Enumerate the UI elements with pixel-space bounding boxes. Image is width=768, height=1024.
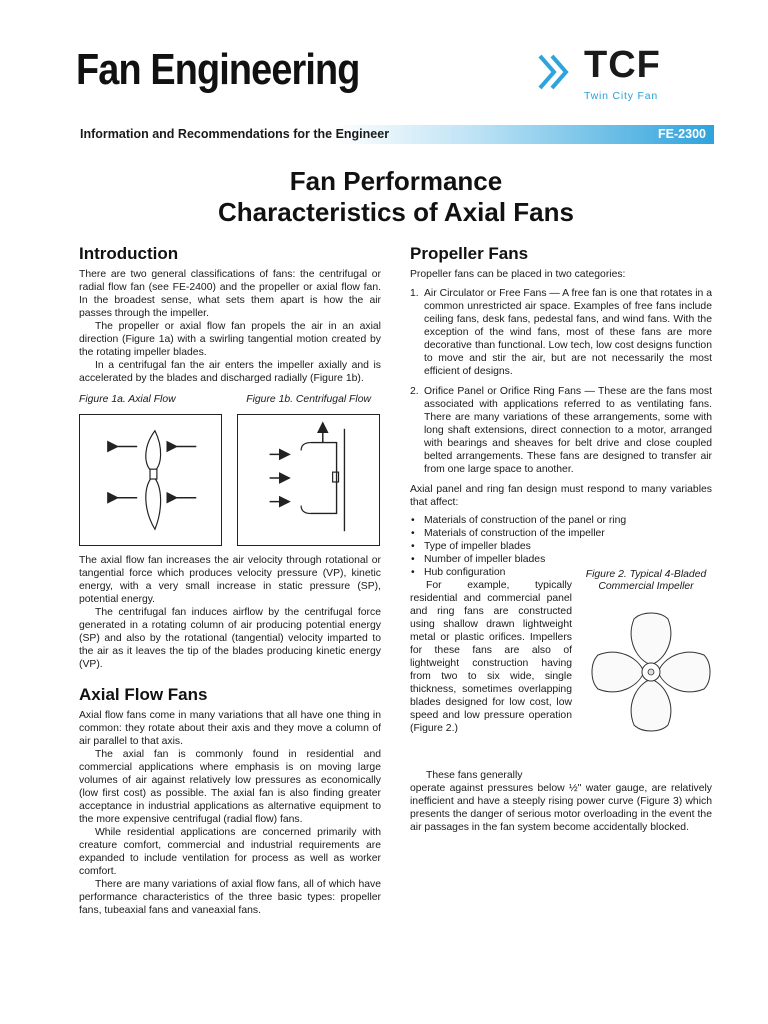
list-item <box>410 385 712 476</box>
figure-1a-axial-flow <box>79 414 222 546</box>
intro-paragraph-5: The centrifugal fan induces airflow by the centrifugal force generated in a rotating column of air producing potential energy (SP) and also by the rotational (tangential) velocity imparted to the air as it leaves the tip of the blades producing kinetic energy (VP). <box>79 607 381 670</box>
axial-flow-fans-heading: Axial Flow Fans <box>79 685 208 704</box>
page-title-line2: Characteristics of Axial Fans <box>218 197 574 227</box>
page-title <box>0 166 768 228</box>
header-bar <box>78 125 714 144</box>
axial-paragraph-2: The axial fan is commonly found in residential and commercial applications where emphasis is on moving large volumes of air against relatively low pressures as economically (low first cost) as possible. The axial fan is also finding greater acceptance in industrial applications as alternative equipment to the more expensive centrifugal (radial flow) fans. <box>79 749 381 825</box>
centrifugal-flow-diagram-icon <box>238 415 379 545</box>
propeller-intro: Propeller fans can be placed in two categories: <box>410 269 626 280</box>
introduction-heading: Introduction <box>79 244 179 263</box>
intro-paragraph-1: There are two general classifications of fans: the centrifugal or radial flow fan (see FE-2400) and the propeller or axial flow fan. In the broadest sense, what sets them apart is how the air passes through the impeller. <box>79 269 381 319</box>
list-item-number: 1. <box>410 288 419 299</box>
brand-word-engineering: Engineering <box>150 45 360 94</box>
intro-paragraph-2: The propeller or axial flow fan propels the air in an axial direction (Figure 1a) with a swirling tangential motion created by the rotating impeller blades. <box>79 321 381 358</box>
figure-1-row <box>79 414 381 554</box>
closing-paragraph: operate against pressures below ½" water gauge, are relatively inefficient and have a steeply rising power curve (Figure 3) which presents the danger of serious motor overloading in the event the air passages in the fan system become accidentally blocked. <box>410 783 712 833</box>
document-code: FE-2300 <box>658 127 706 141</box>
chevron-logo-icon <box>536 52 576 92</box>
axial-flow-diagram-icon <box>80 415 221 545</box>
logo-text: TCF <box>584 44 661 86</box>
bullet-item: • Materials of construction of the panel or ring <box>410 514 712 527</box>
list-item-number: 2. <box>410 386 419 397</box>
example-paragraph: For example, typically residential and commercial panel and ring fans are constructed using shallow drawn lightweight metal or plastic orifices. Impellers for these fans are also of lightweight construction having from two to six wide, single thickness, sometimes overlapping blades designed for low cost, low speed and low pressure operation (Figure 2.) <box>410 580 572 734</box>
page-title-line1: Fan Performance <box>289 166 503 196</box>
variables-intro: Axial panel and ring fan design must respond to many variables that affect: <box>410 484 712 508</box>
figure-1b-caption: Figure 1b. Centrifugal Flow <box>246 394 371 405</box>
left-column <box>79 244 381 917</box>
bullet-item: • Materials of construction of the impeller <box>410 527 712 540</box>
axial-paragraph-4: There are many variations of axial flow fans, all of which have performance characteristics of the three basic types: propeller fans, tubeaxial fans and vaneaxial fans. <box>79 879 381 916</box>
axial-paragraph-1: Axial flow fans come in many variations that all have one thing in common: they rotate about their axis and they move a column of air parallel to that axis. <box>79 710 381 747</box>
closing-first-line: These fans generally <box>426 770 523 781</box>
figure-1b-centrifugal-flow <box>237 414 380 546</box>
figure-1a-caption: Figure 1a. Axial Flow <box>79 394 176 405</box>
brand-title <box>76 45 360 94</box>
tagline: Information and Recommendations for the Engineer <box>80 127 390 141</box>
intro-paragraph-4: The axial flow fan increases the air velocity through rotational or tangential force which produces velocity pressure (VP), kinetic energy, with a very small increase in static pressure (SP), potential energy. <box>79 555 381 605</box>
tcf-logo <box>536 44 716 110</box>
bullet-item: • Hub configuration <box>410 566 712 579</box>
list-item-text: Air Circulator or Free Fans — A free fan is one that rotates in a common unrestricted air space. Examples of free fans include ceiling fans, desk fans, pedestal fans, and wind fans. With the exception of the wind fans, most of these fans are more decorative than functional. Low tech, low cost designs function to move and stir the air, but are not necessarily the most efficient of designs. <box>424 288 712 377</box>
bullet-item: • Number of impeller blades <box>410 553 712 566</box>
axial-paragraph-3: While residential applications are concerned primarily with creature comfort, commercial and industrial requirements are expanded to include ventilation for process as well as worker comfort. <box>79 827 381 877</box>
list-item-text: Orifice Panel or Orifice Ring Fans — These are the fans most associated with applications referred to as ventilating fans. There are many variations of these arrangements, some with long shaft extensions, direct connection to a motor, arranged with bearings and sheaves for belt drive and close coupled belted arrangements. These fans are designed to transfer air from one large space to another. <box>424 386 712 475</box>
four-blade-impeller-icon <box>588 609 714 735</box>
propeller-categories-list <box>410 287 712 476</box>
bullet-item: • Type of impeller blades <box>410 540 712 553</box>
intro-paragraph-3: In a centrifugal fan the air enters the impeller axially and is accelerated by the blades and discharged radially (Figure 1b). <box>79 360 381 384</box>
figure-1-captions <box>79 393 381 406</box>
brand-word-fan: Fan <box>76 45 141 94</box>
logo-subtitle: Twin City Fan <box>584 90 658 102</box>
propeller-fans-heading: Propeller Fans <box>410 244 529 263</box>
figure-2-caption: Figure 2. Typical 4-Bladed Commercial Impeller <box>585 569 707 592</box>
list-item <box>410 287 712 378</box>
right-column <box>410 244 712 834</box>
